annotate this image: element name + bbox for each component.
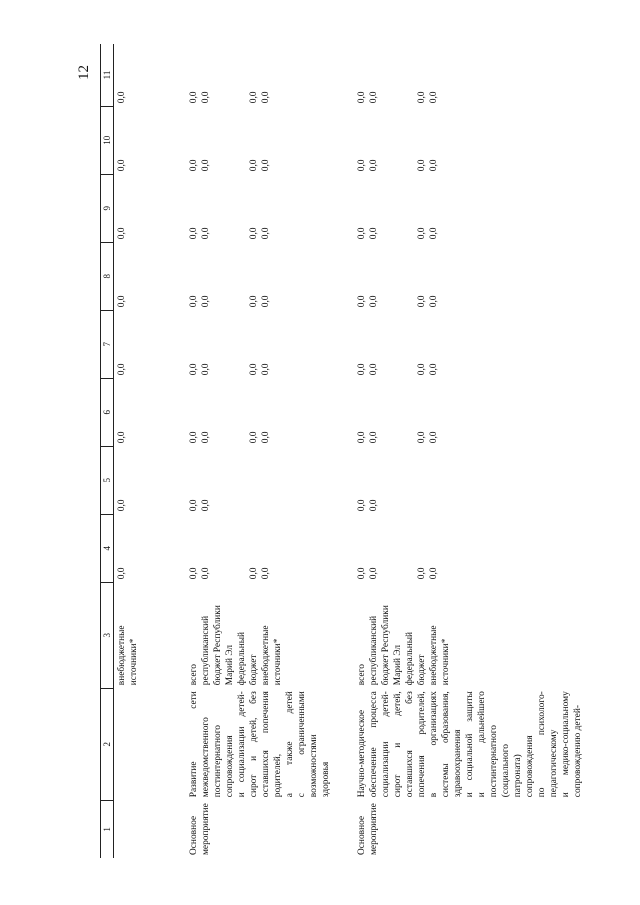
column-header: 8 [101,242,114,310]
amount-cell [114,446,186,514]
amount-cell [186,378,354,446]
amount-value: 0,0 [248,363,259,376]
amount-value: 0,0 [117,431,127,444]
amount-value: 0,0 [188,295,199,308]
cell-text-line: Основное [356,815,367,855]
amount-value: 0,0 [117,227,127,240]
cell-text-line: возможностями [308,734,319,798]
amount-value: 0,0 [428,295,439,308]
cell-text-line: (социального [500,744,511,798]
amount-value: 0,0 [416,159,427,172]
cell-text-line: мероприятие [200,803,211,855]
cell-text-line: источники* [272,638,283,686]
amount-value: 0,0 [356,363,367,376]
cell-text-line: сирот и детей, без [248,691,259,798]
amount-value: 0,0 [260,431,271,444]
column-header: 9 [101,174,114,242]
amount-value: 0,0 [248,227,259,240]
cell-text-line: бюджет Республики [380,605,391,686]
amount-value: 0,0 [428,159,439,172]
amount-value: 0,0 [368,499,379,512]
amount-cell [186,514,354,582]
measure-name-cell [114,688,186,800]
column-header: 3 [101,582,114,688]
amount-value: 0,0 [428,431,439,444]
cell-text-line: Марий Эл [392,644,403,686]
amount-value [428,449,440,511]
amount-cell [186,446,354,514]
amount-cell [354,310,604,378]
page-number: 12 [76,65,92,80]
amount-cell [186,44,354,106]
cell-text-line: постинтернатного [212,725,223,798]
cell-text-line: оставшихся попечения родителей, [260,691,283,798]
amount-value: 0,0 [188,363,199,376]
cell-text-line: источники* [129,638,139,686]
amount-value: 0,0 [188,91,199,104]
amount-value: 0,0 [416,91,427,104]
amount-value [416,449,428,511]
amount-value: 0,0 [368,567,379,580]
amount-value: 0,0 [260,567,271,580]
funding-source-cell [114,582,186,688]
cell-text-line: и социальной защиты [464,691,475,798]
amount-cell [114,106,186,174]
cell-text-line: внебюджетные [117,625,127,686]
funding-source-cell [186,582,354,688]
amount-value: 0,0 [117,91,127,104]
funding-source-cell [354,582,604,688]
measure-name-cell [186,688,354,800]
amount-value: 0,0 [200,159,211,172]
column-header: 11 [101,44,114,106]
measure-name-cell [354,688,604,800]
amount-value: 0,0 [248,91,259,104]
measure-type-cell [354,800,604,858]
cell-text-line: патроната) [512,754,523,798]
cell-text-line: социализации детей- [380,691,391,798]
cell-text-line: республиканский [200,615,211,686]
amount-value: 0,0 [416,567,427,580]
column-header: 2 [101,688,114,800]
cell-text-line: сирот и детей, [392,691,403,798]
amount-value: 0,0 [188,567,199,580]
cell-text-line: межведомственного [200,717,211,798]
amount-value: 0,0 [200,499,211,512]
amount-cell [354,514,604,582]
cell-text-line: сопровождения [224,735,235,798]
amount-value: 0,0 [200,295,211,308]
amount-value: 0,0 [117,499,127,512]
cell-text-line: бюджет [416,654,427,686]
measure-type-cell [114,800,186,858]
cell-text-line: республиканский [368,615,379,686]
table-row [354,44,604,858]
cell-text-line: Научно-методическое [356,709,367,798]
amount-value: 0,0 [188,431,199,444]
amount-value: 0,0 [356,567,367,580]
amount-cell [186,106,354,174]
amount-value: 0,0 [428,227,439,240]
cell-text-line: всего [188,664,199,686]
amount-value: 0,0 [368,431,379,444]
cell-text-line: по психолого- [536,691,547,798]
cell-text-line: здравоохранения [452,729,463,798]
cell-text-line: внебюджетные [260,625,271,686]
table-body [101,44,604,858]
amount-value: 0,0 [416,295,427,308]
amount-cell [114,44,186,106]
cell-text-line: и социализации детей- [236,691,247,798]
cell-text-line: федеральный [236,631,247,686]
cell-text-line: бюджет Республики [212,605,223,686]
amount-value: 0,0 [356,91,367,104]
amount-value: 0,0 [248,431,259,444]
amount-value: 0,0 [368,159,379,172]
amount-value: 0,0 [428,567,439,580]
cell-text-line: бюджет [248,654,259,686]
amount-value: 0,0 [368,91,379,104]
amount-value: 0,0 [188,159,199,172]
cell-text-line: попечения родителей, [416,691,427,798]
amount-value: 0,0 [117,363,127,376]
column-header: 4 [101,514,114,582]
cell-text-line: обеспечение процесса [368,691,379,798]
cell-text-line: сопровождения [524,735,535,798]
amount-value: 0,0 [117,295,127,308]
amount-cell [114,310,186,378]
cell-text-line: Основное [188,815,199,855]
cell-text-line: с ограниченными [296,691,307,798]
amount-value: 0,0 [200,431,211,444]
amount-value: 0,0 [117,567,127,580]
amount-value: 0,0 [260,227,271,240]
amount-value: 0,0 [368,295,379,308]
cell-text-line: Развитие сети [188,691,199,798]
cell-text-line: внебюджетные [428,625,439,686]
amount-cell [354,242,604,310]
column-header: 10 [101,106,114,174]
measure-type-cell [186,800,354,858]
amount-value: 0,0 [200,363,211,376]
amount-value [248,449,260,511]
amount-value: 0,0 [356,227,367,240]
amount-value [260,449,272,511]
amount-value: 0,0 [428,363,439,376]
amount-value: 0,0 [356,431,367,444]
cell-text-line: а также детей [284,691,295,798]
budget-table [100,44,604,858]
amount-value: 0,0 [248,567,259,580]
amount-value: 0,0 [260,363,271,376]
cell-text-line: постинтернатного [488,725,499,798]
amount-value: 0,0 [248,295,259,308]
table-row [114,44,186,858]
amount-cell [114,378,186,446]
amount-cell [114,242,186,310]
amount-value: 0,0 [248,159,259,172]
amount-cell [186,310,354,378]
amount-value: 0,0 [188,499,199,512]
amount-value: 0,0 [117,159,127,172]
amount-cell [354,44,604,106]
cell-text-line: источники* [440,638,451,686]
amount-value: 0,0 [368,363,379,376]
amount-value: 0,0 [260,91,271,104]
amount-cell [354,106,604,174]
amount-value: 0,0 [428,91,439,104]
amount-value: 0,0 [368,227,379,240]
column-header: 6 [101,378,114,446]
cell-text-line: всего [356,664,367,686]
cell-text-line: федеральный [404,631,415,686]
amount-cell [354,446,604,514]
cell-text-line: системы образования, [440,691,451,798]
cell-text-line: сопровождению детей- [572,705,583,798]
amount-value: 0,0 [356,499,367,512]
amount-cell [354,174,604,242]
amount-value: 0,0 [260,159,271,172]
header-row [101,44,114,858]
column-header: 1 [101,800,114,858]
amount-cell [114,514,186,582]
cell-text-line: и дальнейшего [476,691,487,798]
column-header: 7 [101,310,114,378]
amount-value: 0,0 [260,295,271,308]
amount-cell [186,242,354,310]
amount-cell [186,174,354,242]
amount-value: 0,0 [356,159,367,172]
cell-text-line: педагогическому [548,729,559,798]
amount-value: 0,0 [188,227,199,240]
cell-text-line: оставшихся без [404,691,415,798]
amount-value: 0,0 [416,227,427,240]
amount-value: 0,0 [416,363,427,376]
cell-text-line: в организациях [428,691,439,798]
amount-value: 0,0 [200,227,211,240]
column-header: 5 [101,446,114,514]
table-row [186,44,354,858]
cell-text-line: и медико-социальному [560,691,571,798]
cell-text-line: здоровья [320,761,331,798]
amount-value: 0,0 [200,567,211,580]
amount-value: 0,0 [200,91,211,104]
cell-text-line: Марий Эл [224,644,235,686]
amount-value: 0,0 [416,431,427,444]
amount-cell [354,378,604,446]
cell-text-line: мероприятие [368,803,379,855]
amount-value: 0,0 [356,295,367,308]
amount-cell [114,174,186,242]
